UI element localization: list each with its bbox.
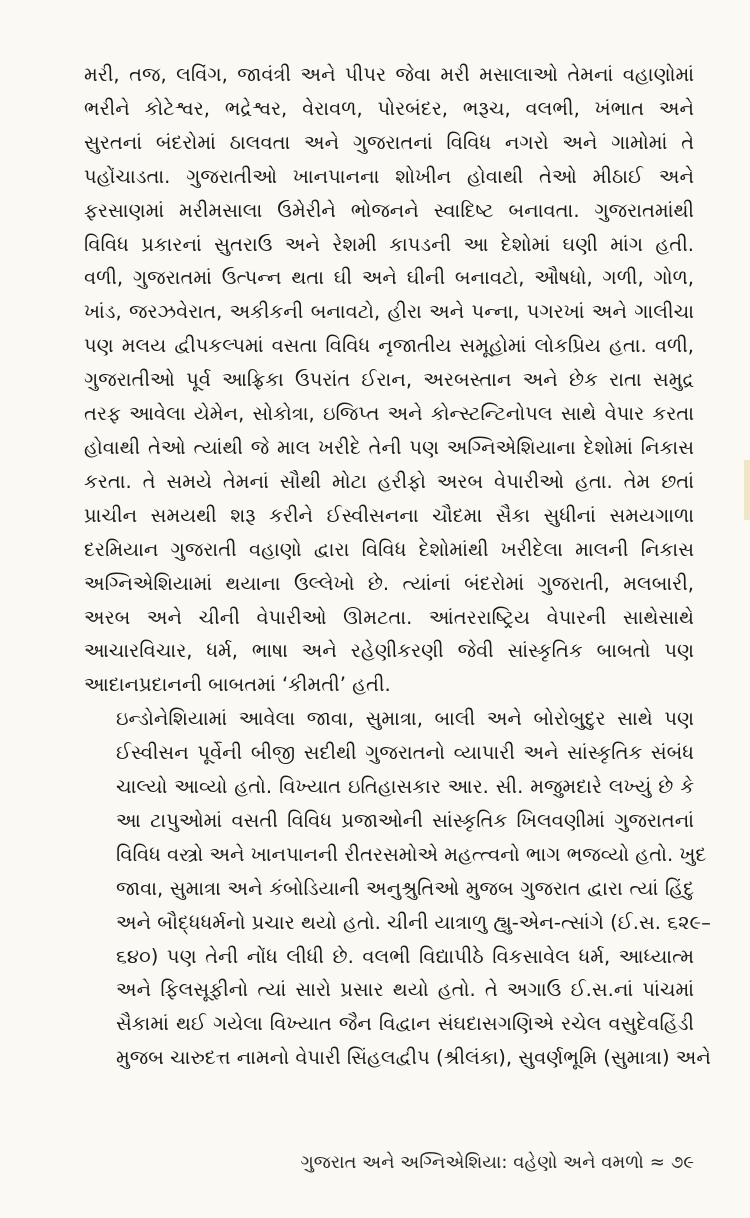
- text-line: પ્રાચીન સમયથી શરૂ કરીને ઈસ્વીસનના ચૌદમા સૈકા સુધીનાં સમયગાળા: [84, 503, 694, 527]
- text-line: આ ટાપુઓમાં વસતી વિવિધ પ્રજાઓની સાંસ્કૃતિક ખિલવણીમાં ગુજરાતનાં: [116, 808, 694, 832]
- body-text: [84, 58, 711, 1075]
- text-line: હોવાથી તેઓ ત્યાંથી જે માલ ખરીદે તેની પણ અગ્નિએશિયાના દેશોમાં નિકાસ: [84, 435, 694, 459]
- page-footer: [240, 1148, 694, 1178]
- text-line: ગુજરાતીઓ પૂર્વ આફ્રિકા ઉપરાંત ઈરાન, અરબસ્તાન અને છેક રાતા સમુદ્ર: [84, 368, 694, 392]
- text-line: કરતા. તે સમયે તેમનાં સૌથી મોટા હરીફો અરબ વેપારીઓ હતા. તેમ છતાં: [84, 469, 694, 493]
- text-line: વિવિધ પ્રકારનાં સુતરાઉ અને રેશમી કાપડની આ દેશોમાં ઘણી માંગ હતી.: [84, 232, 694, 256]
- text-line: પણ મલય દ્વીપકલ્પમાં વસતા વિવિધ નૃજાતીય સમૂહોમાં લોકપ્રિય હતા. વળી,: [84, 334, 694, 358]
- text-line: આદાનપ્રદાનની બાબતમાં ‘કીમતી’ હતી.: [84, 673, 391, 697]
- text-line: ચાલ્યો આવ્યો હતો. વિખ્યાત ઇતિહાસકાર આર. સી. મજુમદારે લખ્યું છે કે: [116, 775, 694, 799]
- text-line: વિવિધ વસ્ત્રો અને ખાનપાનની રીતરસમોએ મહત્ત્વનો ભાગ ભજવ્યો હતો. ખુદ: [116, 842, 707, 866]
- paragraph-trade-goods: [84, 58, 694, 702]
- paragraph-indonesia-relations: [84, 702, 711, 1075]
- text-line: પહોંચાડતા. ગુજરાતીઓ ખાનપાનના શોખીન હોવાથી તેઓ મીઠાઈ અને: [84, 164, 694, 188]
- text-line: સૈકામાં થઈ ગયેલા વિખ્યાત જૈન વિદ્વાન સંઘદાસગણિએ રચેલ વસુદેવહિંડી: [116, 1012, 694, 1036]
- text-line: ખાંડ, જરઝવેરાત, અકીકની બનાવટો, હીરા અને પન્ના, પગરખાં અને ગાલીચા: [84, 300, 694, 324]
- running-title: ગુજરાત અને અગ્નિએશિયા: વહેણો અને વમળો: [300, 1152, 644, 1173]
- page-number: ૭૯: [670, 1152, 694, 1173]
- text-line: ઈસ્વીસન પૂર્વેની બીજી સદીથી ગુજરાતનો વ્યાપારી અને સાંસ્કૃતિક સંબંધ: [116, 741, 694, 765]
- text-line: વળી, ગુજરાતમાં ઉત્પન્ન થતા ઘી અને ઘીની બનાવટો, ઔષધો, ગળી, ગોળ,: [84, 266, 694, 290]
- text-line: ૬૪૦) પણ તેની નોંધ લીધી છે. વલભી વિદ્યાપીઠે વિકસાવેલ ધર્મ, આધ્યાત્મ: [116, 944, 694, 968]
- text-line: ફરસાણમાં મરીમસાલા ઉમેરીને ભોજનને સ્વાદિષ્ટ બનાવતા. ગુજરાતમાંથી: [84, 198, 694, 222]
- text-line: જાવા, સુમાત્રા અને કંબોડિયાની અનુશ્રુતિઓ મુજબ ગુજરાત દ્વારા ત્યાં હિંદુ: [116, 876, 694, 900]
- text-line: મરી, તજ, લવિંગ, જાવંત્રી અને પીપર જેવા મરી મસાલાઓ તેમનાં વહાણોમાં: [84, 63, 694, 86]
- text-line: દરમિયાન ગુજરાતી વહાણો દ્વારા વિવિધ દેશોમાંથી ખરીદેલા માલની નિકાસ: [84, 537, 694, 561]
- text-line: ભરીને કોટેશ્વર, ભદ્રેશ્વર, વેરાવળ, પોરબંદર, ભરૂચ, વલભી, ખંભાત અને: [84, 96, 694, 120]
- text-line: મુજબ ચારુદત્ત નામનો વેપારી સિંહલદ્વીપ (શ્રીલંકા), સુવર્ણભૂમિ (સુમાત્રા) અને: [116, 1046, 711, 1070]
- text-line: અરબ અને ચીની વેપારીઓ ઊમટતા. આંતરરાષ્ટ્રિય વેપારની સાથેસાથે: [84, 605, 694, 629]
- text-line: અને બૌદ્ધધર્મનો પ્રચાર થયો હતો. ચીની યાત્રાળુ હ્યુ-એન-ત્સાંગે (ઈ.સ. ૬૨૯–: [116, 910, 711, 934]
- page-edge-stain: [744, 460, 750, 520]
- text-line: અગ્નિએશિયામાં થયાના ઉલ્લેખો છે. ત્યાંનાં બંદરોમાં ગુજરાતી, મલબારી,: [84, 571, 694, 595]
- text-line: તરફ આવેલા યેમેન, સોકોત્રા, ઇજિપ્ત અને કોન્સ્ટન્ટિનોપલ સાથે વેપાર કરતા: [84, 402, 694, 426]
- text-line: સુરતનાં બંદરોમાં ઠાલવતા અને ગુજરાતનાં વિવિધ નગરો અને ગામોમાં તે: [84, 130, 694, 154]
- text-line: આચારવિચાર, ધર્મ, ભાષા અને રહેણીકરણી જેવી સાંસ્કૃતિક બાબતો પણ: [84, 639, 694, 663]
- text-line: ઇન્ડોનેશિયામાં આવેલા જાવા, સુમાત્રા, બાલી અને બોરોબુદુર સાથે પણ: [116, 707, 694, 731]
- text-line: અને ફિલસૂફીનો ત્યાં સારો પ્રસાર થયો હતો. તે અગાઉ ઈ.સ.નાં પાંચમાં: [116, 978, 694, 1002]
- footer-separator: ≈: [649, 1152, 665, 1173]
